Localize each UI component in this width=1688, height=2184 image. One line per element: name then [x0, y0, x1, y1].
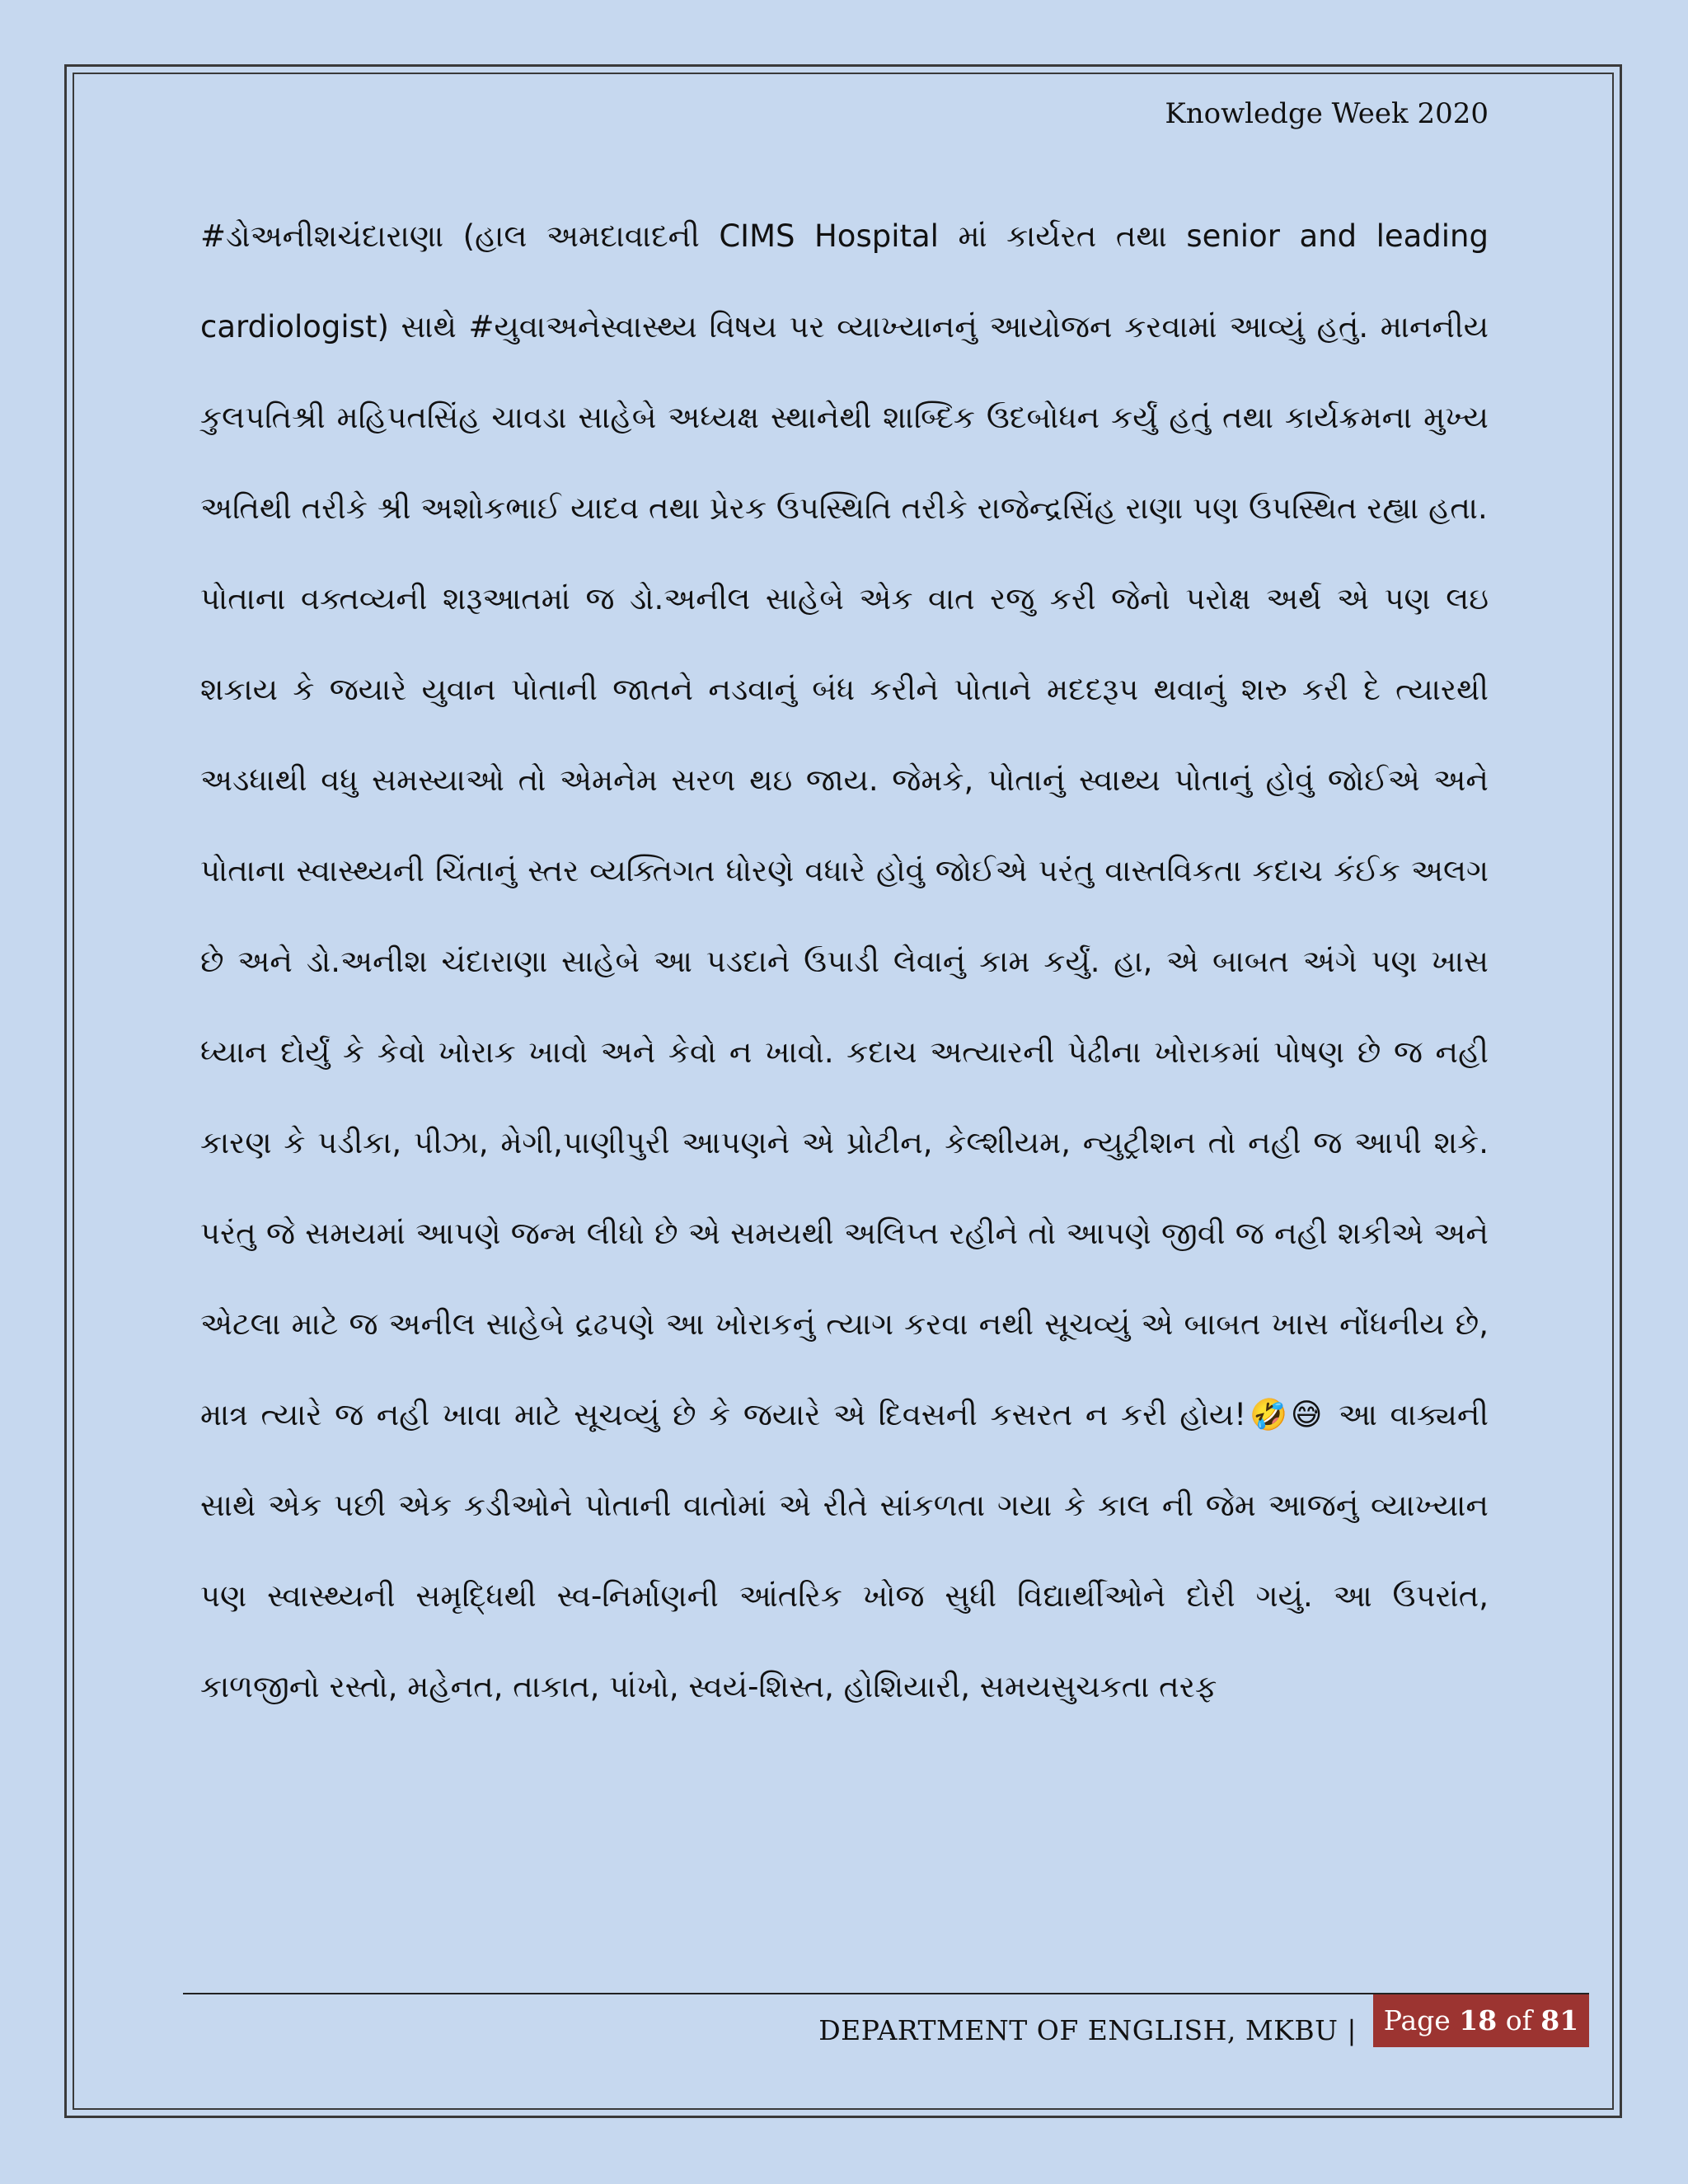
current-page-number: 18 — [1459, 2004, 1498, 2036]
page-number-badge — [1373, 1994, 1589, 2047]
header-title: Knowledge Week 2020 — [1165, 97, 1489, 130]
page-of: of — [1497, 2004, 1541, 2036]
total-pages: 81 — [1540, 2004, 1579, 2036]
page-prefix: Page — [1383, 2004, 1460, 2036]
paragraph-2: પોતાના વક્તવ્યની શરૂઆતમાં જ ડો.અનીલ સાહેબે એક વાત રજુ કરી જેનો પરોક્ષ અર્થ એ પણ લઇ શકાય કે જયારે યુવાન પોતાની જાતને નડવાનું બંધ કરીને પોતાને મદદરૂપ થવાનું શરુ કરી દે ત્યારથી અડધાથી વધુ સમસ્યાઓ તો એમનેમ સરળ થઇ જાય. જેમકે, પોતાનું સ્વાથ્ય પોતાનું હોવું જોઈએ અને પોતાના સ્વાસ્થ્યની ચિંતાનું સ્તર વ્યક્તિગત ધોરણે વધારે હોવું જોઈએ પરંતુ વાસ્તવિકતા કદાચ કંઈક અલગ છે અને ડો.અનીશ ચંદારાણા સાહેબે આ પડદાને ઉપાડી લેવાનું કામ કર્યું. હા, એ બાબત અંગે પણ ખાસ ધ્યાન દોર્યું કે કેવો ખોરાક ખાવો અને કેવો ન ખાવો. કદાચ અત્યારની પેઢીના ખોરાકમાં પોષણ છે જ નહી કારણ કે પડીકા, પીઝા, મેગી,પાણીપુરી આપણને એ પ્રોટીન, કેલ્શીયમ, ન્યુટ્રીશન તો નહી જ આપી શકે. પરંતુ જે સમયમાં આપણે જન્મ લીધો છે એ સમયથી અલિપ્ત રહીને તો આપણે જીવી જ નહી શકીએ અને એટલા માટે જ અનીલ સાહેબે દ્રઢપણે આ ખોરાકનું ત્યાગ કરવા નથી સૂચવ્યું એ બાબત ખાસ નોંધનીય છે, માત્ર ત્યારે જ નહી ખાવા માટે સૂચવ્યું છે કે જયારે એ દિવસની કસરત ન કરી હોય!🤣😅 આ વાક્યની સાથે એક પછી એક કડીઓને પોતાની વાતોમાં એ રીતે સાંકળતા ગયા કે કાલ ની જેમ આજનું વ્યાખ્યાન પણ સ્વાસ્થ્યની સમૃદ્ધિથી સ્વ-નિર્માણની આંતરિક ખોજ સુધી વિદ્યાર્થીઓને દોરી ગયું. આ ઉપરાંત, કાળજીનો રસ્તો, મહેનત, તાકાત, પાંખો, સ્વયં-શિસ્ત, હોશિયારી, સમયસુચકતા તરફ — [200, 581, 1489, 1704]
paragraph-1: #ડોઅનીશચંદારાણા (હાલ અમદાવાદની CIMS Hospital માં કાર્યરત તથા senior and leading cardiologist) સાથે #યુવાઅનેસ્વાસ્થ્ય વિષય પર વ્યાખ્યાનનું આયોજન કરવામાં આવ્યું હતું. માનનીય કુલપતિશ્રી મહિપતસિંહ ચાવડા સાહેબે અધ્યક્ષ સ્થાનેથી શાબ્દિક ઉદબોધન કર્યું હતું તથા કાર્યક્રમના મુખ્ય અતિથી તરીકે શ્રી અશોકભાઈ યાદવ તથા પ્રેરક ઉપસ્થિતિ તરીકે રાજેન્દ્રસિંહ રાણા પણ ઉપસ્થિત રહ્યા હતા. — [200, 218, 1489, 526]
document-body — [200, 191, 1489, 1732]
footer-department: DEPARTMENT OF ENGLISH, MKBU | — [818, 2014, 1357, 2046]
